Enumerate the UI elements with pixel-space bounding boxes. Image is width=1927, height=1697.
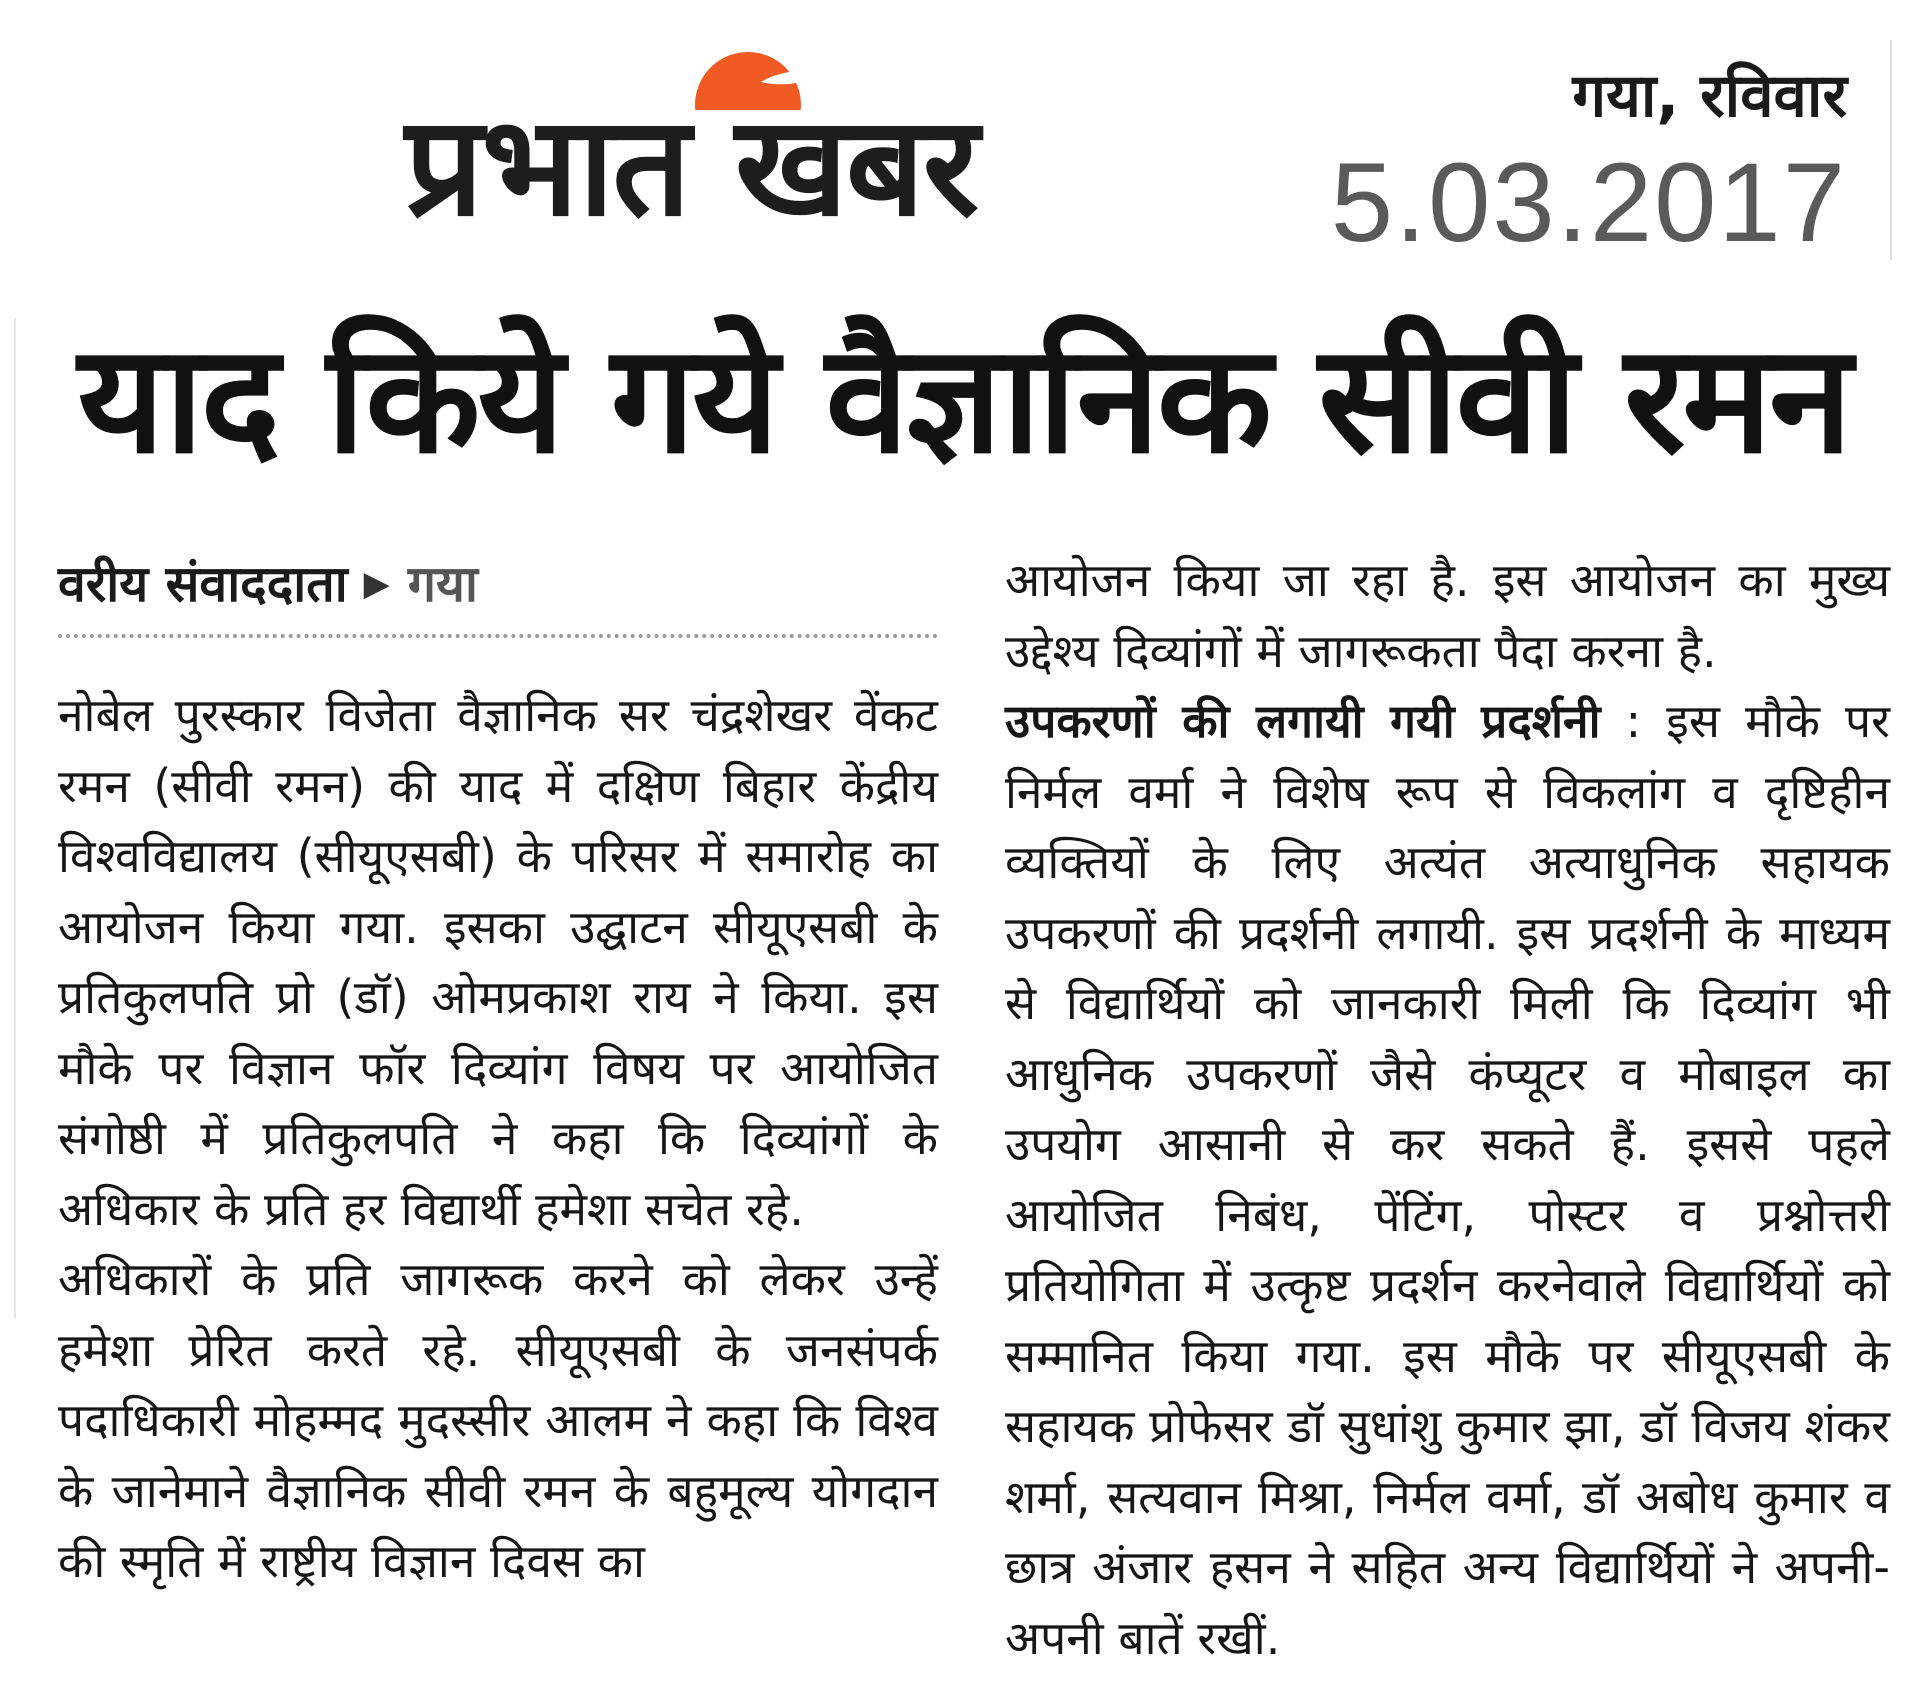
article-paragraph: नोबेल पुरस्कार विजेता वैज्ञानिक सर चंद्रशेखर वेंकट रमन (सीवी रमन) की याद में दक्षिण बिहार केंद्रीय विश्वविद्यालय (सीयूएसबी) के परिसर में समारोह का आयोजन किया गया. इसका उद्घाटन सीयूएसबी के प्रतिकुलपति प्रो (डॉ) ओमप्रकाश राय ने किया. इस मौके पर विज्ञान फॉर दिव्यांग विषय पर आयोजित संगोष्ठी में प्रतिकुलपति ने कहा कि दिव्यांगों के अधिकार के प्रति हर विद्यार्थी हमेशा सचेत रहे. <box>58 688 938 1236</box>
masthead-logo <box>405 40 1085 247</box>
byline <box>58 548 478 616</box>
article-paragraph: आयोजन किया जा रहा है. इस आयोजन का मुख्य उद्देश्य दिव्यांगों में जागरूकता पैदा करना है. <box>1005 553 1890 678</box>
headline: याद किये गये वैज्ञानिक सीवी रमन <box>77 313 1850 487</box>
subheading: उपकरणों की लगायी गयी प्रदर्शनी <box>1005 694 1601 748</box>
article-text: : इस मौके पर निर्मल वर्मा ने विशेष रूप से विकलांग व दृष्टिहीन व्यक्तियों के लिए अत्यंत अत्याधुनिक सहायक उपकरणों की प्रदर्शनी लगायी. इस प्रदर्शनी के माध्यम से विद्यार्थियों को जानकारी मिली कि दिव्यांग भी आधुनिक उपकरणों जैसे कंप्यूटर व मोबाइल का उपयोग आसानी से कर सकते हैं. इससे पहले आयोजित निबंध, पेंटिंग, पोस्टर व प्रश्नोत्तरी प्रतियोगिता में उत्कृष्ट प्रदर्शन करनेवाले विद्यार्थियों को सम्मानित किया गया. इस मौके पर सीयूएसबी के सहायक प्रोफेसर डॉ सुधांशु कुमार झा, डॉ विजय शंकर शर्मा, सत्यवान मिश्रा, निर्मल वर्मा, डॉ अबोध कुमार व छात्र अंजार हसन ने सहित अन्य विद्यार्थियों ने अपनी-अपनी बातें रखीं. <box>1005 694 1890 1665</box>
byline-city: गया <box>407 555 478 613</box>
article-column-left <box>58 680 938 1597</box>
article-paragraph: अधिकारों के प्रति जागरूक करने को लेकर उन्हें हमेशा प्रेरित करते रहे. सीयूएसबी के जनसंपर्क पदाधिकारी मोहम्मद मुदस्सीर आलम ने कहा कि विश्व के जानेमाने वैज्ञानिक सीवी रमन के बहुमूल्य योगदान की स्मृति में राष्ट्रीय विज्ञान दिवस का <box>58 1252 938 1588</box>
article-column-right <box>1005 545 1890 1673</box>
edition-place-day: गया, रविवार <box>1572 61 1847 131</box>
divider <box>1890 40 1892 260</box>
dotted-divider <box>58 634 938 638</box>
byline-author: वरीय संवाददाता <box>58 555 348 613</box>
logo-wordmark: प्रभात खबर <box>405 86 978 247</box>
edition-date: 5.03.2017 <box>1330 140 1847 265</box>
article-paragraph <box>1005 686 1890 1673</box>
triangle-right-icon: ▶ <box>363 564 390 604</box>
